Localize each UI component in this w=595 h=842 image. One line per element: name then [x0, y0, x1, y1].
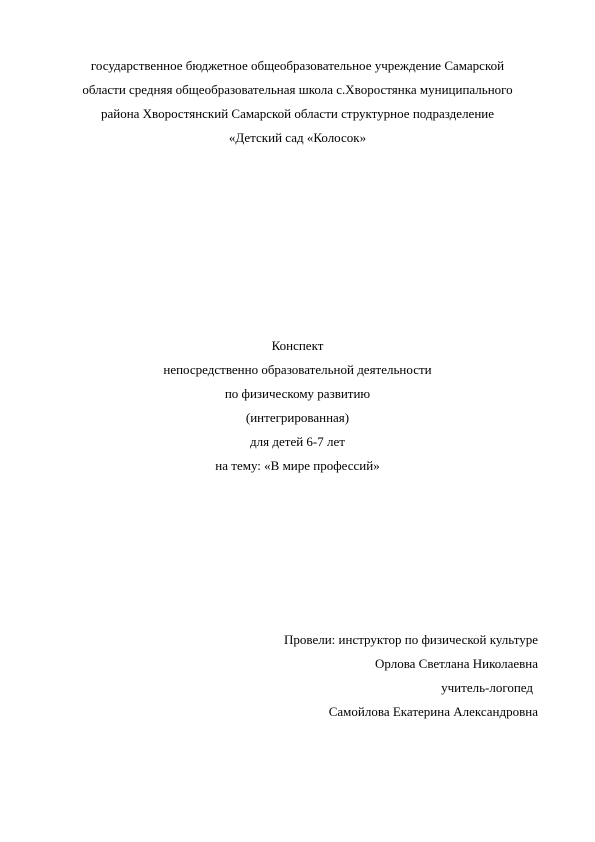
- institution-line-4: «Детский сад «Колосок»: [228, 130, 367, 145]
- title-line-2: непосредственно образовательной деятельности: [163, 362, 432, 377]
- title-line-3: по физическому развитию: [224, 386, 371, 401]
- title-line-5: для детей 6-7 лет: [250, 434, 345, 449]
- title-line-4: (интегрированная): [245, 410, 350, 425]
- authors-line-1: Провели: инструктор по физической культуре: [284, 632, 538, 647]
- authors-line-2: Орлова Светлана Николаевна: [374, 656, 538, 671]
- institution-line-1: государственное бюджетное общеобразовательное учреждение Самарской: [90, 58, 505, 73]
- authors-line-4: Самойлова Екатерина Александровна: [328, 704, 538, 719]
- institution-line-3: района Хворостянский Самарской области структурное подразделение: [100, 106, 495, 121]
- institution-line-2: области средняя общеобразовательная школа с.Хворостянка муниципального: [82, 82, 513, 97]
- authors-line-3: учитель-логопед: [441, 680, 533, 695]
- title-line-6: на тему: «В мире профессий»: [215, 458, 380, 473]
- title-line-1: Конспект: [271, 338, 324, 353]
